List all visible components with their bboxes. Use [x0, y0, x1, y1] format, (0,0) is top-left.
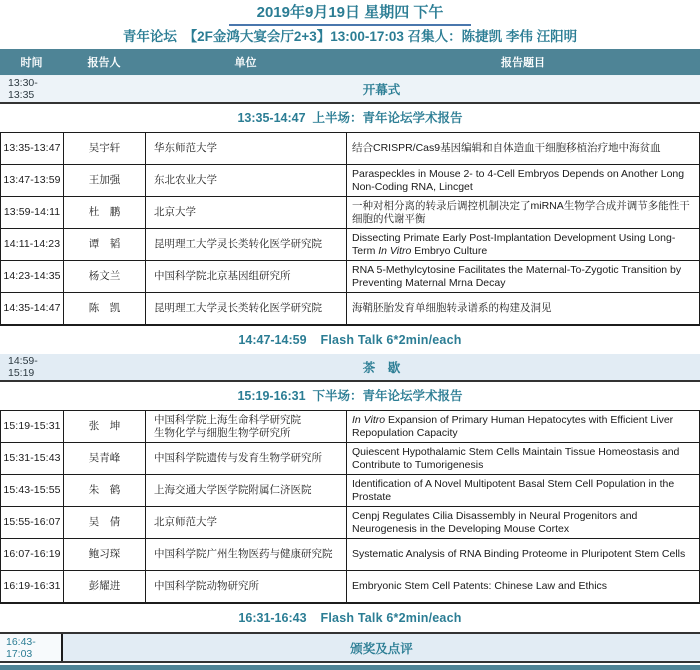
time-cell: 13:35-13:47 [1, 133, 64, 164]
time-cell: 16:19-16:31 [1, 571, 64, 602]
speaker-cell: 吴 倩 [64, 507, 146, 538]
title-segment: Embryo Culture [411, 244, 488, 257]
org-cell [146, 165, 347, 196]
session-header-row [0, 382, 700, 410]
title-text [352, 232, 693, 258]
talk-row [1, 133, 699, 165]
title-segment: 结合CRISPR/Cas9基因编辑和自体造血干细胞移植治疗地中海贫血 [352, 142, 661, 154]
session-label: 上半场：青年论坛学术报告 [312, 111, 463, 125]
title-segment: RNA 5-Methylcytosine Facilitates the Maternal-To-Zygotic Transition by Preventing Maternal Mrna Decay [352, 263, 682, 289]
column-header-time: 时间 [20, 57, 43, 69]
page-title: 2019年9月19日 星期四 下午 [229, 3, 472, 26]
org-line: 中国科学院遗传与发育生物学研究所 [154, 452, 322, 464]
org-cell [146, 261, 347, 292]
title-text [352, 510, 693, 536]
column-header-title: 报告题目 [501, 57, 545, 69]
title-segment: Embryonic Stem Cell Patents: Chinese Law and Ethics [352, 580, 608, 592]
session-time: 13:35-14:47 [237, 111, 306, 125]
bottom-bar [0, 665, 700, 670]
flash-talk-row [0, 326, 700, 354]
title-text [352, 302, 693, 315]
org-cell [146, 411, 347, 442]
org-cell [146, 197, 347, 228]
title-segment: In Vitro [378, 244, 412, 257]
title-cell [347, 507, 699, 538]
session-label: 下半场：青年论坛学术报告 [312, 389, 463, 403]
table-header [0, 49, 700, 76]
highlight-row-label: 茶 歇 [362, 361, 401, 375]
org-cell [146, 293, 347, 324]
time-cell: 14:35-14:47 [1, 293, 64, 324]
talk-row [1, 475, 699, 507]
title-segment: In Vitro [352, 413, 386, 426]
title-cell [347, 133, 699, 164]
highlight-row-time: 13:30-13:35 [8, 77, 38, 101]
talk-row [1, 571, 699, 602]
org-line: 中国科学院北京基因组研究所 [154, 270, 291, 282]
title-cell [347, 197, 699, 228]
award-row [0, 632, 700, 663]
org-cell [146, 507, 347, 538]
org-line: 中国科学院广州生物医药与健康研究院 [154, 548, 333, 560]
title-text [352, 142, 693, 155]
time-cell: 14:23-14:35 [1, 261, 64, 292]
column-header-speaker: 报告人 [87, 57, 121, 69]
org-line: 上海交通大学医学院附属仁济医院 [154, 484, 312, 496]
talk-row [1, 443, 699, 475]
org-line: 中国科学院动物研究所 [154, 580, 259, 592]
org-line: 中国科学院上海生命科学研究院 [154, 413, 301, 426]
talk-row [1, 539, 699, 571]
schedule-table-body [0, 76, 700, 663]
title-text [352, 580, 693, 593]
title-text [352, 548, 693, 561]
speaker-cell: 杨文兰 [64, 261, 146, 292]
org-line: 昆明理工大学灵长类转化医学研究院 [154, 302, 322, 314]
title-text [352, 478, 693, 504]
title-cell [347, 165, 699, 196]
title-text [352, 168, 693, 194]
award-row-time: 16:43-17:03 [0, 634, 63, 661]
speaker-cell: 杜 鹏 [64, 197, 146, 228]
session-subtitle: 青年论坛 【2F金鸿大宴会厅2+3】13:00-17:03 召集人：陈捷凯 李伟 汪阳明 [122, 29, 578, 44]
speaker-cell: 彭耀进 [64, 571, 146, 602]
flash-talk-label: Flash Talk 6*2min/each [320, 611, 462, 625]
talk-row [1, 411, 699, 443]
title-segment: 海鞘胚胎发育单细胞转录谱系的构建及洞见 [352, 302, 552, 314]
column-header-org: 单位 [234, 57, 257, 69]
org-line: 华东师范大学 [154, 142, 217, 154]
org-cell [146, 571, 347, 602]
title-text [352, 264, 693, 290]
speaker-cell: 王加强 [64, 165, 146, 196]
title-cell [347, 229, 699, 260]
speaker-cell: 朱 鹤 [64, 475, 146, 506]
speaker-cell: 吴宇轩 [64, 133, 146, 164]
talk-row [1, 261, 699, 293]
org-cell [146, 133, 347, 164]
highlight-row [0, 76, 700, 104]
title-segment: Systematic Analysis of RNA Binding Proteome in Pluripotent Stem Cells [352, 548, 686, 560]
talk-row [1, 165, 699, 197]
title-cell [347, 443, 699, 474]
title-text [352, 446, 693, 472]
session-time: 15:19-16:31 [237, 389, 306, 403]
flash-talk-time: 14:47-14:59 [238, 333, 307, 347]
org-line: 北京师范大学 [154, 516, 217, 528]
org-line: 生物化学与细胞生物学研究所 [154, 426, 291, 439]
title-segment: Expansion of Primary Human Hepatocytes with Efficient Liver Repopulation Capacity [352, 413, 674, 439]
title-text [352, 200, 693, 226]
speaker-cell: 吴青峰 [64, 443, 146, 474]
title-cell [347, 411, 699, 442]
title-segment: Quiescent Hypothalamic Stem Cells Maintain Tissue Homeostasis and Contribute to Tumorigenesis [352, 445, 680, 471]
title-segment: Cenpj Regulates Cilia Disassembly in Neural Progenitors and Neurogenesis in the Developing Mouse Cortex [352, 509, 638, 535]
title-cell [347, 539, 699, 570]
org-line: 东北农业大学 [154, 174, 217, 186]
time-cell: 14:11-14:23 [1, 229, 64, 260]
title-cell [347, 571, 699, 602]
speaker-cell: 谭 韬 [64, 229, 146, 260]
speaker-cell: 陈 凯 [64, 293, 146, 324]
title-segment: Paraspeckles in Mouse 2- to 4-Cell Embryos Depends on Another Long Non-Coding RNA, Lincget [352, 167, 685, 193]
talks-block [0, 410, 700, 604]
title-row [0, 3, 700, 26]
org-cell [146, 475, 347, 506]
talks-block [0, 132, 700, 326]
org-cell [146, 443, 347, 474]
highlight-row [0, 354, 700, 382]
org-cell [146, 229, 347, 260]
highlight-row-label: 开幕式 [362, 83, 401, 97]
title-cell [347, 261, 699, 292]
highlight-row-time: 14:59-15:19 [8, 355, 38, 379]
title-segment: Identification of A Novel Multipotent Basal Stem Cell Population in the Prostate [352, 477, 675, 503]
time-cell: 15:19-15:31 [1, 411, 64, 442]
talk-row [1, 197, 699, 229]
time-cell: 13:47-13:59 [1, 165, 64, 196]
flash-talk-row [0, 604, 700, 632]
title-segment: Dissecting Primate Early Post-Implantation Development Using Long- Term [352, 231, 676, 257]
talk-row [1, 507, 699, 539]
org-line: 昆明理工大学灵长类转化医学研究院 [154, 238, 322, 250]
title-segment: 一种对相分离的转录后调控机制决定了miRNA生物学合成并调节多能性干细胞的代谢平衡 [352, 199, 690, 225]
talk-row [1, 293, 699, 324]
title-text [352, 414, 693, 440]
time-cell: 15:55-16:07 [1, 507, 64, 538]
speaker-cell: 张 坤 [64, 411, 146, 442]
talk-row [1, 229, 699, 261]
time-cell: 15:31-15:43 [1, 443, 64, 474]
org-cell [146, 539, 347, 570]
flash-talk-label: Flash Talk 6*2min/each [320, 333, 462, 347]
session-header-row [0, 104, 700, 132]
title-cell [347, 293, 699, 324]
org-line: 北京大学 [154, 206, 196, 218]
time-cell: 16:07-16:19 [1, 539, 64, 570]
title-cell [347, 475, 699, 506]
speaker-cell: 鲍习琛 [64, 539, 146, 570]
award-row-label: 颁奖及点评 [63, 634, 700, 661]
flash-talk-time: 16:31-16:43 [238, 611, 307, 625]
time-cell: 13:59-14:11 [1, 197, 64, 228]
time-cell: 15:43-15:55 [1, 475, 64, 506]
